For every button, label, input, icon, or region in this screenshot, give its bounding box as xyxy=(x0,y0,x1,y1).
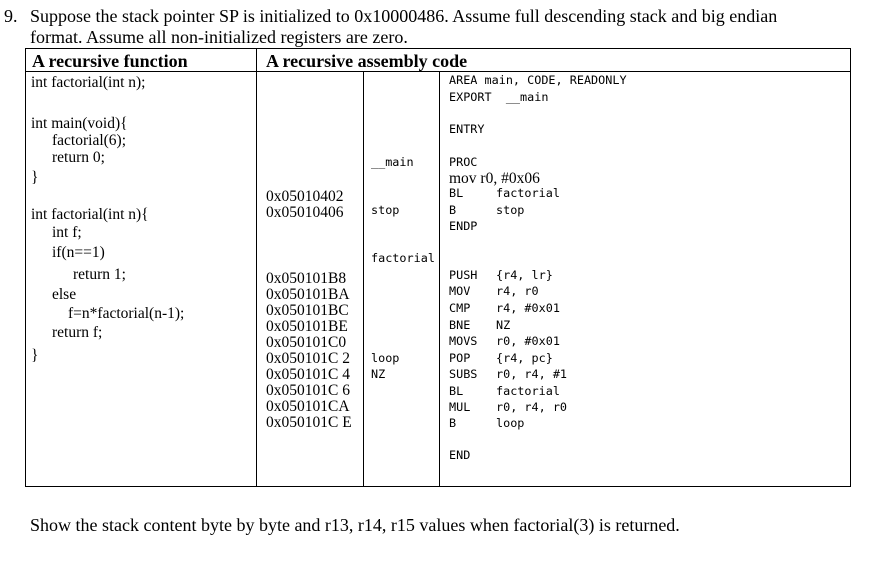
directive-end: END xyxy=(449,448,471,462)
directive-entry: ENTRY xyxy=(449,122,485,136)
question-text-line-1: Suppose the stack pointer SP is initialized to 0x10000486. Assume full descending stack and big endian xyxy=(30,6,778,26)
c-code-line: factorial(6); xyxy=(52,132,127,149)
address: 0x05010406 xyxy=(266,204,344,221)
header-recursive-assembly: A recursive assembly code xyxy=(266,51,468,71)
instr-bne-op: BNE xyxy=(449,318,471,332)
instr-b-op: B xyxy=(449,203,457,217)
c-code-line: return f; xyxy=(52,324,103,341)
instr-push-arg: {r4, lr} xyxy=(496,268,553,282)
question-number: 9. xyxy=(4,6,18,26)
instr-mov2-arg: r4, r0 xyxy=(496,284,539,298)
column-divider-3 xyxy=(439,71,440,486)
instr-b-arg: stop xyxy=(496,203,525,217)
c-code-line: return 1; xyxy=(73,266,126,283)
c-code-line: if(n==1) xyxy=(52,244,105,261)
address: 0x050101C0 xyxy=(266,334,347,351)
c-code-line: f=n*factorial(n-1); xyxy=(68,305,185,322)
address: 0x050101CA xyxy=(266,398,350,415)
instr-b2-arg: loop xyxy=(496,416,525,430)
instr-movs-op: MOVS xyxy=(449,334,478,348)
directive-area: AREA main, CODE, READONLY xyxy=(449,73,627,87)
label-main: __main xyxy=(371,155,414,169)
header-recursive-function: A recursive function xyxy=(32,51,188,71)
instr-pop-op: POP xyxy=(449,351,471,365)
address: 0x050101BA xyxy=(266,286,350,303)
directive-endp: ENDP xyxy=(449,219,478,233)
question-text-line-2: format. Assume all non-initialized registers are zero. xyxy=(30,27,408,47)
column-divider-2 xyxy=(363,71,364,486)
instr-bl-op: BL xyxy=(449,186,464,200)
code-table xyxy=(25,48,851,487)
instr-b2-op: B xyxy=(449,416,457,430)
address: 0x050101C 4 xyxy=(266,366,350,383)
address: 0x05010402 xyxy=(266,188,344,205)
c-code-line: int factorial(int n); xyxy=(31,74,146,91)
address: 0x050101C 2 xyxy=(266,350,350,367)
directive-proc: PROC xyxy=(449,155,478,169)
c-code-line: } xyxy=(31,169,39,186)
instr-mov2-op: MOV xyxy=(449,284,471,298)
label-nz: NZ xyxy=(371,367,386,381)
c-code-line: int f; xyxy=(52,224,82,241)
instr-mov: mov r0, #0x06 xyxy=(449,170,540,187)
address: 0x050101BE xyxy=(266,318,348,335)
instr-subs-arg: r0, r4, #1 xyxy=(496,367,568,381)
c-code-line: else xyxy=(52,286,77,303)
instr-bl2-arg: factorial xyxy=(496,384,560,398)
instr-bl-arg: factorial xyxy=(496,186,560,200)
instr-mul-arg: r0, r4, r0 xyxy=(496,400,568,414)
label-loop: loop xyxy=(371,351,400,365)
address: 0x050101BC xyxy=(266,302,349,319)
label-factorial: factorial xyxy=(371,251,435,265)
address: 0x050101C E xyxy=(266,414,352,431)
instr-push-op: PUSH xyxy=(449,268,478,282)
address: 0x050101C 6 xyxy=(266,382,350,399)
directive-export: EXPORT __main xyxy=(449,90,549,104)
question-footer: Show the stack content byte by byte and r13, r14, r15 values when factorial(3) is returned. xyxy=(30,515,680,535)
instr-cmp-arg: r4, #0x01 xyxy=(496,301,560,315)
column-divider-1 xyxy=(256,49,257,486)
c-code-line: int main(void){ xyxy=(31,115,128,132)
instr-subs-op: SUBS xyxy=(449,367,478,381)
instr-bne-arg: NZ xyxy=(496,318,511,332)
label-stop: stop xyxy=(371,203,400,217)
c-code-line: int factorial(int n){ xyxy=(31,206,149,223)
instr-mul-op: MUL xyxy=(449,400,471,414)
c-code-line: return 0; xyxy=(52,149,105,166)
instr-bl2-op: BL xyxy=(449,384,464,398)
instr-pop-arg: {r4, pc} xyxy=(496,351,553,365)
c-code-line: } xyxy=(31,347,39,364)
address: 0x050101B8 xyxy=(266,270,347,287)
instr-movs-arg: r0, #0x01 xyxy=(496,334,560,348)
instr-cmp-op: CMP xyxy=(449,301,471,315)
header-divider xyxy=(26,71,850,72)
